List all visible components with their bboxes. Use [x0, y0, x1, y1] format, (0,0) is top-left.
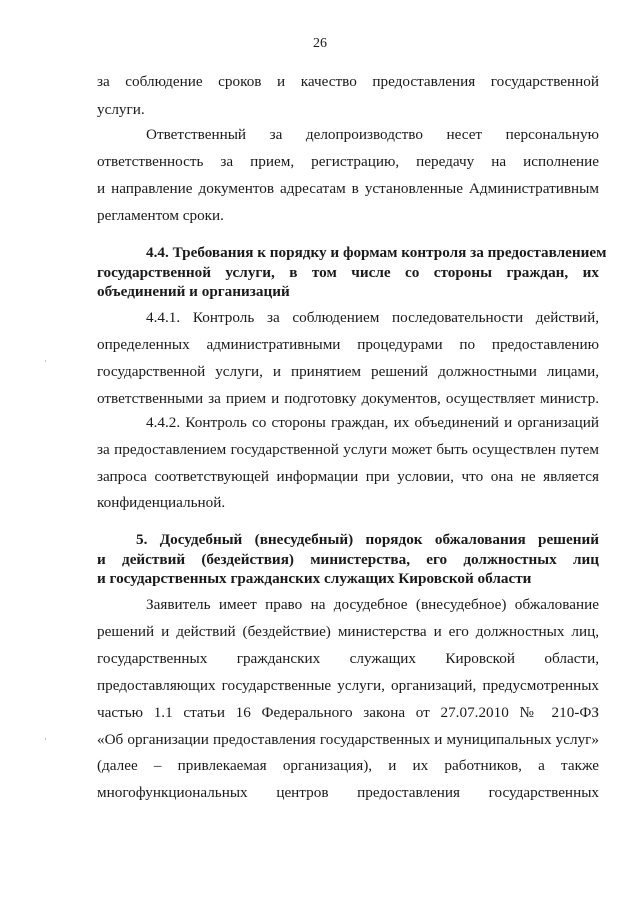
paragraph-4-4-1-line-2: определенных административными процедурами по предоставлению: [97, 336, 599, 353]
paragraph-5-line-3: государственных гражданских служащих Кировской области,: [97, 650, 599, 667]
paragraph-4-4-2-line-4: конфиденциальной.: [97, 494, 226, 511]
paragraph-5-line-6: «Об организации предоставления государственных и муниципальных услуг»: [97, 731, 599, 748]
heading-5-line-1: 5. Досудебный (внесудебный) порядок обжалования решений: [136, 531, 599, 548]
page-number: 26: [313, 36, 327, 51]
paragraph-1-line-1: за соблюдение сроков и качество предоставления государственной: [97, 73, 599, 90]
margin-mark-top: [45, 360, 46, 362]
paragraph-4-4-2-line-1: 4.4.2. Контроль со стороны граждан, их объединений и организаций: [146, 414, 599, 431]
heading-4-4-line-2: государственной услуги, в том числе со стороны граждан, их: [97, 264, 599, 281]
paragraph-4-4-1-line-4: ответственными за прием и подготовку документов, осуществляет министр.: [97, 390, 599, 407]
paragraph-4-4-2-line-3: запроса соответствующей информации при условии, что она не является: [97, 468, 599, 485]
paragraph-1-line-2: услуги.: [97, 101, 145, 118]
paragraph-5-line-8: многофункциональных центров предоставления государственных: [97, 784, 599, 801]
paragraph-2-line-1: Ответственный за делопроизводство несет персональную: [146, 126, 599, 143]
paragraph-4-4-1-line-3: государственной услуги, и принятием решений должностными лицами,: [97, 363, 599, 380]
paragraph-5-line-2: решений и действий (бездействие) министерства и его должностных лиц,: [97, 623, 599, 640]
paragraph-2-line-2: ответственность за прием, регистрацию, передачу на исполнение: [97, 153, 599, 170]
paragraph-2-line-3: и направление документов адресатам в установленные Административным: [97, 180, 599, 197]
margin-mark-bottom: [45, 738, 46, 740]
paragraph-4-4-1-line-1: 4.4.1. Контроль за соблюдением последовательности действий,: [146, 309, 599, 326]
heading-5-line-2: и действий (бездействия) министерства, его должностных лиц: [97, 551, 599, 568]
paragraph-5-line-5: частью 1.1 статьи 16 Федерального закона от 27.07.2010 № 210-ФЗ: [97, 704, 599, 721]
paragraph-5-line-1: Заявитель имеет право на досудебное (внесудебное) обжалование: [146, 596, 599, 613]
paragraph-4-4-2-line-2: за предоставлением государственной услуги может быть осуществлен путем: [97, 441, 599, 458]
paragraph-5-line-4: предоставляющих государственные услуги, организаций, предусмотренных: [97, 677, 599, 694]
heading-4-4-line-1: 4.4. Требования к порядку и формам контроля за предоставлением: [146, 244, 607, 261]
heading-5-line-3: и государственных гражданских служащих Кировской области: [97, 570, 532, 587]
paragraph-5-line-7: (далее – привлекаемая организация), и их работников, а также: [97, 757, 599, 774]
paragraph-2-line-4: регламентом сроки.: [97, 207, 224, 224]
heading-4-4-line-3: объединений и организаций: [97, 283, 290, 300]
